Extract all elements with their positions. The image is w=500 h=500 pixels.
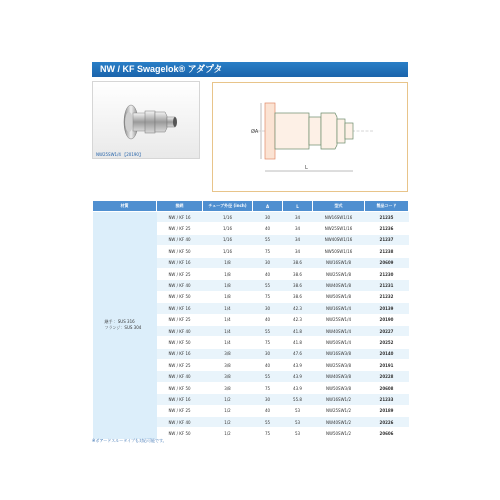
l-cell: 53 [283,417,313,428]
product-code-cell: 20252 [365,337,409,348]
model-cell: NW16SW1/8 [313,257,365,268]
model-cell: NW16SW1/2 [313,394,365,405]
header-model: 型式 [313,201,365,212]
model-cell: NW50SW1/16 [313,246,365,257]
a-cell: 75 [253,428,283,439]
l-cell: 34 [283,212,313,223]
tube-od-cell: 1/8 [203,257,253,268]
product-code-cell: 20191 [365,360,409,371]
l-cell: 34 [283,234,313,245]
product-code-cell: 20189 [365,405,409,416]
a-cell: 30 [253,348,283,359]
connection-cell: NW / KF 25 [157,268,203,279]
connection-cell: NW / KF 50 [157,291,203,302]
model-cell: NW40SW3/8 [313,371,365,382]
connection-cell: NW / KF 25 [157,405,203,416]
header-tube-od: チューブ外径 (inch) [203,201,253,212]
table-row [93,212,409,223]
product-code-cell: 21236 [365,223,409,234]
product-code-cell: 20227 [365,325,409,336]
tube-od-cell: 1/8 [203,268,253,279]
dim-l-label: L [305,165,308,171]
tube-od-cell: 1/4 [203,325,253,336]
a-cell: 75 [253,246,283,257]
product-code-cell: 21232 [365,291,409,302]
product-code-cell: 21231 [365,280,409,291]
table-header-row [93,201,409,212]
product-code-cell: 20139 [365,303,409,314]
l-cell: 41.8 [283,337,313,348]
l-cell: 42.3 [283,314,313,325]
model-cell: NW40SW1/2 [313,417,365,428]
a-cell: 30 [253,257,283,268]
l-cell: 53 [283,428,313,439]
model-cell: NW50SW1/8 [313,291,365,302]
tube-od-cell: 1/4 [203,314,253,325]
connection-cell: NW / KF 16 [157,303,203,314]
tube-od-cell: 3/8 [203,371,253,382]
model-cell: NW50SW1/2 [313,428,365,439]
a-cell: 40 [253,268,283,279]
connection-cell: NW / KF 16 [157,394,203,405]
tube-od-cell: 1/8 [203,291,253,302]
product-code-cell: 20190 [365,314,409,325]
l-cell: 43.9 [283,382,313,393]
adapter-drawing [213,83,407,191]
product-code-cell: 20226 [365,417,409,428]
tube-od-cell: 3/8 [203,360,253,371]
a-cell: 75 [253,382,283,393]
tube-od-cell: 1/2 [203,394,253,405]
tube-od-cell: 1/16 [203,212,253,223]
model-cell: NW16SW1/16 [313,212,365,223]
connection-cell: NW / KF 50 [157,428,203,439]
connection-cell: NW / KF 40 [157,280,203,291]
a-cell: 55 [253,325,283,336]
tube-od-cell: 3/8 [203,348,253,359]
tube-od-cell: 1/16 [203,234,253,245]
product-code-cell: 21235 [365,212,409,223]
model-cell: NW40SW1/16 [313,234,365,245]
a-cell: 30 [253,394,283,405]
l-cell: 55.8 [283,394,313,405]
header-connection: 接続 [157,201,203,212]
tube-od-cell: 3/8 [203,382,253,393]
header-l: L [283,201,313,212]
connection-cell: NW / KF 16 [157,257,203,268]
a-cell: 40 [253,314,283,325]
connection-cell: NW / KF 50 [157,382,203,393]
connection-cell: NW / KF 40 [157,417,203,428]
header-product-code: 製品コード [365,201,409,212]
product-code-cell: 21230 [365,268,409,279]
a-cell: 55 [253,371,283,382]
connection-cell: NW / KF 40 [157,371,203,382]
model-cell: NW40SW1/4 [313,325,365,336]
l-cell: 38.6 [283,268,313,279]
material-cell [93,212,157,440]
tube-od-cell: 1/2 [203,417,253,428]
model-cell: NW16SW3/8 [313,348,365,359]
tube-od-cell: 1/2 [203,428,253,439]
header-material: 材質 [93,201,157,212]
model-cell: NW50SW3/8 [313,382,365,393]
connection-cell: NW / KF 25 [157,360,203,371]
tube-od-cell: 1/2 [203,405,253,416]
l-cell: 53 [283,405,313,416]
a-cell: 75 [253,291,283,302]
footnote: ※ボアードスルータイプも対応可能です。 [92,438,167,443]
a-cell: 40 [253,360,283,371]
l-cell: 34 [283,246,313,257]
model-cell: NW40SW1/8 [313,280,365,291]
connection-cell: NW / KF 50 [157,337,203,348]
l-cell: 34 [283,223,313,234]
connection-cell: NW / KF 40 [157,234,203,245]
photo-caption: NW25SW1/4 【20190】 [96,152,143,157]
model-cell: NW25SW1/16 [313,223,365,234]
adapter-photo-image [93,82,199,158]
model-cell: NW16SW1/4 [313,303,365,314]
section-title: NW / KF Swagelok® アダプタ [92,62,408,77]
connection-cell: NW / KF 16 [157,348,203,359]
l-cell: 41.8 [283,325,313,336]
product-photo [92,81,200,159]
model-cell: NW25SW1/2 [313,405,365,416]
tube-od-cell: 1/16 [203,223,253,234]
connection-cell: NW / KF 25 [157,314,203,325]
header-a: A [253,201,283,212]
product-code-cell: 20140 [365,348,409,359]
connection-cell: NW / KF 40 [157,325,203,336]
model-cell: NW25SW3/8 [313,360,365,371]
a-cell: 75 [253,337,283,348]
a-cell: 40 [253,223,283,234]
l-cell: 38.6 [283,257,313,268]
model-cell: NW50SW1/4 [313,337,365,348]
product-code-cell: 21237 [365,234,409,245]
product-code-cell: 20228 [365,371,409,382]
spec-table [92,200,409,440]
a-cell: 55 [253,280,283,291]
model-cell: NW25SW1/4 [313,314,365,325]
a-cell: 55 [253,234,283,245]
material-line: 継手 ：SUS 316 [104,319,135,325]
a-cell: 30 [253,303,283,314]
material-line: フランジ：SUS 304 [104,325,142,331]
technical-drawing [212,82,408,192]
dim-a-label: ØA [251,129,259,135]
l-cell: 47.6 [283,348,313,359]
product-code-cell: 20609 [365,257,409,268]
product-code-cell: 21238 [365,246,409,257]
product-code-cell: 20606 [365,428,409,439]
l-cell: 42.3 [283,303,313,314]
tube-od-cell: 1/4 [203,337,253,348]
l-cell: 43.9 [283,371,313,382]
connection-cell: NW / KF 16 [157,212,203,223]
connection-cell: NW / KF 50 [157,246,203,257]
product-code-cell: 21233 [365,394,409,405]
a-cell: 40 [253,405,283,416]
tube-od-cell: 1/16 [203,246,253,257]
a-cell: 30 [253,212,283,223]
model-cell: NW25SW1/8 [313,268,365,279]
tube-od-cell: 1/4 [203,303,253,314]
connection-cell: NW / KF 25 [157,223,203,234]
product-code-cell: 20608 [365,382,409,393]
l-cell: 38.6 [283,291,313,302]
l-cell: 38.6 [283,280,313,291]
l-cell: 43.9 [283,360,313,371]
a-cell: 55 [253,417,283,428]
tube-od-cell: 1/8 [203,280,253,291]
